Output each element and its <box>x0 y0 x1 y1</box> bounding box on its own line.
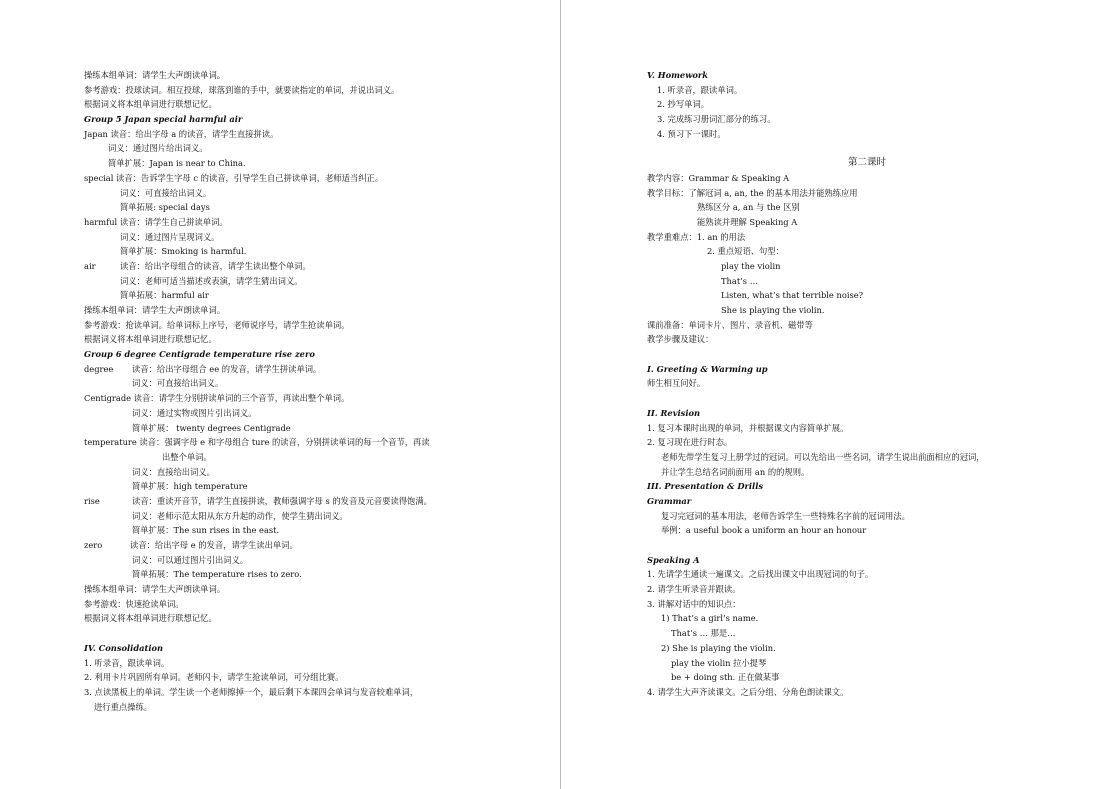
section-heading: IV. Consolidation <box>84 642 164 653</box>
section-heading: V. Homework <box>647 70 708 80</box>
text-line: 2. 请学生听录音并跟读。 <box>647 584 741 595</box>
text-line: 复习完冠词的基本用法，老师告诉学生一些特殊名字前的冠词用法。 <box>661 510 910 521</box>
text-line: 词义：老师示范太阳从东方升起的动作，使学生猜出词义。 <box>132 510 348 521</box>
section-heading: Group 6 degree Centigrade temperature rise zero <box>84 349 315 360</box>
text-line: She is playing the violin. <box>721 305 825 315</box>
text-line: 3. 点读黑板上的单词。学生读一个老师擦掉一个，最后剩下本课四会单词与发音较难单词， <box>84 686 419 697</box>
section-heading: II. Revision <box>647 407 701 418</box>
text-line <box>647 391 1087 406</box>
text-line: 教学目标：了解冠词 a, an, the 的基本用法并能熟练应用 <box>647 187 858 198</box>
text-line: 参考游戏：快速抢读单词。 <box>84 598 184 609</box>
word-description: 读音：给出字母 e 的发音，请学生读出单词。 <box>130 540 298 550</box>
text-line: 熟练区分 a, an 与 the 区别 <box>697 202 800 213</box>
text-line: play the violin 拉小提琴 <box>671 657 767 668</box>
text-line <box>647 538 1087 553</box>
text-line: 4. 请学生大声齐读课文。之后分组、分角色朗读课文。 <box>647 686 849 697</box>
text-line: 1) That’s a girl’s name. <box>661 613 759 624</box>
text-line: 3. 讲解对话中的知识点： <box>647 598 741 609</box>
text-line: 课前准备：单词卡片、图片、录音机、磁带等 <box>647 319 813 330</box>
text-line: 教学重难点：1. an 的用法 <box>647 231 746 242</box>
section-heading: Speaking A <box>647 554 700 565</box>
left-page-column <box>84 68 544 714</box>
text-line: 根据词义将本组单词进行联想记忆。 <box>84 613 217 624</box>
text-line: 参考游戏：抢读单词。给单词标上序号，老师说序号，请学生抢读单词。 <box>84 319 350 330</box>
text-line: 并让学生总结名词前面用 an 的的规则。 <box>661 466 810 477</box>
word-label: degree <box>84 363 114 374</box>
text-line: That’s … <box>721 275 758 286</box>
word-label: zero <box>84 540 103 550</box>
text-line <box>647 347 1087 362</box>
text-line: 出整个单词。 <box>162 451 212 462</box>
text-line: special 读音：告诉学生字母 c 的读音，引导学生自己拼读单词，老师适当纠正。 <box>84 172 384 183</box>
text-line <box>84 362 544 377</box>
text-line: 2. 抄写单词。 <box>657 99 710 110</box>
lesson-title: 第二课时 <box>847 157 886 169</box>
text-line <box>84 538 544 553</box>
section-heading: Grammar <box>647 495 692 506</box>
text-line: 简单拓展：The temperature rises to zero. <box>132 569 302 580</box>
text-line: 词义：可直接给出词义。 <box>132 378 224 389</box>
word-description: 读音：给出字母组合的读音，请学生读出整个单词。 <box>120 260 311 271</box>
text-line: 词义：通过图片呈现词义。 <box>120 231 220 242</box>
text-line: 根据词义将本组单词进行联想记忆。 <box>84 334 217 345</box>
text-line: 1. 听录音，跟读单词。 <box>84 657 170 668</box>
text-line: 4. 预习下一课时。 <box>657 128 726 139</box>
text-line: 简单扩展：high temperature <box>132 481 248 492</box>
text-line: Japan 读音：给出字母 a 的读音，请学生直接拼读。 <box>84 128 279 139</box>
text-line: 2. 利用卡片巩固所有单词。老师闪卡，请学生抢读单词，可分组比赛。 <box>84 672 344 683</box>
text-line: 2. 重点短语、句型： <box>707 246 784 257</box>
text-line: 词义：通过实物或图片引出词义。 <box>132 407 257 418</box>
text-line: 老师先带学生复习上册学过的冠词。可以先给出一些名词，请学生说出前面相应的冠词， <box>661 451 985 462</box>
text-line: 教学步骤及建议： <box>647 334 714 345</box>
text-line: 简单扩展： twenty degrees Centigrade <box>132 422 291 433</box>
word-description: 读音：重读开音节，请学生直接拼读，教师强调字母 s 的发音及元音要读得饱满。 <box>132 495 432 506</box>
text-line: 简单拓展：harmful air <box>120 290 209 301</box>
text-line: 参考游戏：投球读词。相互投球，球落到谁的手中，就要读指定的单词，并说出词义。 <box>84 84 400 95</box>
section-heading: Group 5 Japan special harmful air <box>84 114 243 125</box>
text-line: 3. 完成练习册词汇部分的练习。 <box>657 114 776 125</box>
text-line: 词义：可以通过图片引出词义。 <box>132 554 249 565</box>
text-line: Centigrade 读音：请学生分别拼读单词的三个音节，再读出整个单词。 <box>84 393 350 404</box>
text-line: 词义：通过图片给出词义。 <box>108 143 208 154</box>
text-line: 教学内容：Grammar & Speaking A <box>647 172 790 183</box>
right-page-column <box>647 68 1087 700</box>
text-line: be + doing sth. 正在做某事 <box>671 672 780 683</box>
text-line: 1. 听录音，跟读单词。 <box>657 84 743 95</box>
text-line: play the violin <box>721 260 781 271</box>
text-line: Listen, what’s that terrible noise? <box>721 290 864 301</box>
text-line <box>84 259 544 274</box>
text-line: 2) She is playing the violin. <box>661 642 776 653</box>
page-divider <box>560 0 561 789</box>
text-line: 举例：a useful book a uniform an hour an honour <box>661 525 867 536</box>
word-label: rise <box>84 495 100 506</box>
text-line: 进行重点操练。 <box>94 701 153 712</box>
text-line: 词义：直接给出词义。 <box>132 466 215 477</box>
text-line <box>84 626 544 641</box>
text-line <box>647 141 1087 156</box>
text-line: 简单扩展：Smoking is harmful. <box>120 246 247 257</box>
text-line: harmful 读音：请学生自己拼读单词。 <box>84 216 228 227</box>
text-line: 1. 复习本课时出现的单词，并根据课文内容简单扩展。 <box>647 422 849 433</box>
text-line: temperature 读音：强调字母 e 和字母组合 ture 的读音，分别拼读单词的每一个音节，再读 <box>84 437 430 448</box>
text-line: That’s … 那是… <box>671 628 736 639</box>
text-line: 能熟读并理解 Speaking A <box>697 216 798 227</box>
text-line: 简单扩展：Japan is near to China. <box>108 158 246 169</box>
section-heading: III. Presentation & Drills <box>647 481 764 492</box>
text-line: 操练本组单词：请学生大声朗读单词。 <box>84 70 226 80</box>
text-line: 词义：可直接给出词义。 <box>120 187 212 198</box>
text-line: 师生相互问好。 <box>647 378 706 389</box>
text-line: 操练本组单词：请学生大声朗读单词。 <box>84 584 226 595</box>
section-heading: I. Greeting & Warming up <box>647 363 768 374</box>
text-line <box>84 494 544 509</box>
text-line: 简单拓展: special days <box>120 202 210 213</box>
text-line: 根据词义将本组单词进行联想记忆。 <box>84 99 217 110</box>
text-line: 简单扩展：The sun rises in the east. <box>132 525 280 536</box>
word-description: 读音：给出字母组合 ee 的发音，请学生拼读单词。 <box>132 363 322 374</box>
text-line: 词义：老师可适当描述或表演，请学生猜出词义。 <box>120 275 303 286</box>
text-line: 2. 复习现在进行时态。 <box>647 437 733 448</box>
word-label: air <box>84 260 96 271</box>
text-line: 1. 先请学生通读一遍课文。之后找出课文中出现冠词的句子。 <box>647 569 874 580</box>
text-line: 操练本组单词：请学生大声朗读单词。 <box>84 305 226 315</box>
